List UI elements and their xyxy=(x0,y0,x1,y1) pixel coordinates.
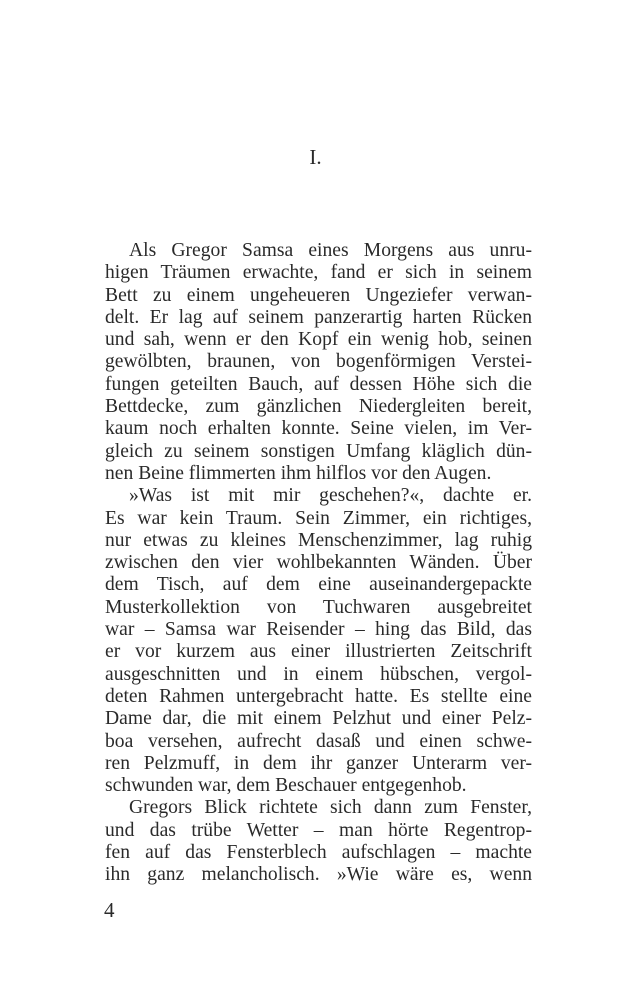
text-line: Es war kein Traum. Sein Zimmer, ein richtiges, xyxy=(105,507,532,529)
text-line: dem Tisch, auf dem eine auseinandergepackte xyxy=(105,574,532,596)
text-line: er vor kurzem aus einer illustrierten Zeitschrift xyxy=(105,641,532,663)
text-line: »Was ist mit mir geschehen?«, dachte er. xyxy=(129,485,532,507)
text-line: nur etwas zu kleines Menschenzimmer, lag ruhig xyxy=(105,529,532,551)
text-line: Bettdecke, zum gänzlichen Niedergleiten bereit, xyxy=(105,396,532,418)
text-line: ausgeschnitten und in einem hübschen, vergol- xyxy=(105,663,532,685)
text-line: gewölbten, braunen, von bogenförmigen Verstei- xyxy=(105,351,532,373)
page-number: 4 xyxy=(104,898,115,922)
text-line: boa versehen, aufrecht dasaß und einen schwe- xyxy=(105,730,532,752)
text-line: deten Rahmen untergebracht hatte. Es stellte eine xyxy=(105,685,532,707)
text-line: Dame dar, die mit einem Pelzhut und einer Pelz- xyxy=(105,708,532,730)
text-line: war – Samsa war Reisender – hing das Bild, das xyxy=(105,619,532,641)
text-line: delt. Er lag auf seinem panzerartig harten Rücken xyxy=(105,306,532,328)
text-line: und sah, wenn er den Kopf ein wenig hob, seinen xyxy=(105,329,532,351)
text-line: schwunden war, dem Beschauer entgegenhob. xyxy=(105,775,467,797)
text-line: Bett zu einem ungeheueren Ungeziefer verwan- xyxy=(105,284,532,306)
text-line: fungen geteilten Bauch, auf dessen Höhe sich die xyxy=(105,373,532,395)
text-line: kaum noch erhalten konnte. Seine vielen, im Ver- xyxy=(105,418,532,440)
text-line: ren Pelzmuff, in dem ihr ganzer Unterarm ver- xyxy=(105,752,532,774)
text-line: fen auf das Fensterblech aufschlagen – machte xyxy=(105,842,532,864)
text-line: ihn ganz melancholisch. »Wie wäre es, wenn xyxy=(105,864,532,886)
text-line: higen Träumen erwachte, fand er sich in seinem xyxy=(105,262,532,284)
text-line: gleich zu seinem sonstigen Umfang kläglich dün- xyxy=(105,440,532,462)
text-line: Musterkollektion von Tuchwaren ausgebreitet xyxy=(105,596,532,618)
text-line: zwischen den vier wohlbekannten Wänden. Über xyxy=(105,552,532,574)
body-text xyxy=(105,240,532,887)
text-line: Als Gregor Samsa eines Morgens aus unru- xyxy=(129,240,532,261)
chapter-title: I. xyxy=(309,145,322,169)
text-line: und das trübe Wetter – man hörte Regentrop- xyxy=(105,819,532,841)
text-line: nen Beine flimmerten ihm hilflos vor den Augen. xyxy=(105,462,492,484)
text-line: Gregors Blick richtete sich dann zum Fenster, xyxy=(129,797,532,819)
